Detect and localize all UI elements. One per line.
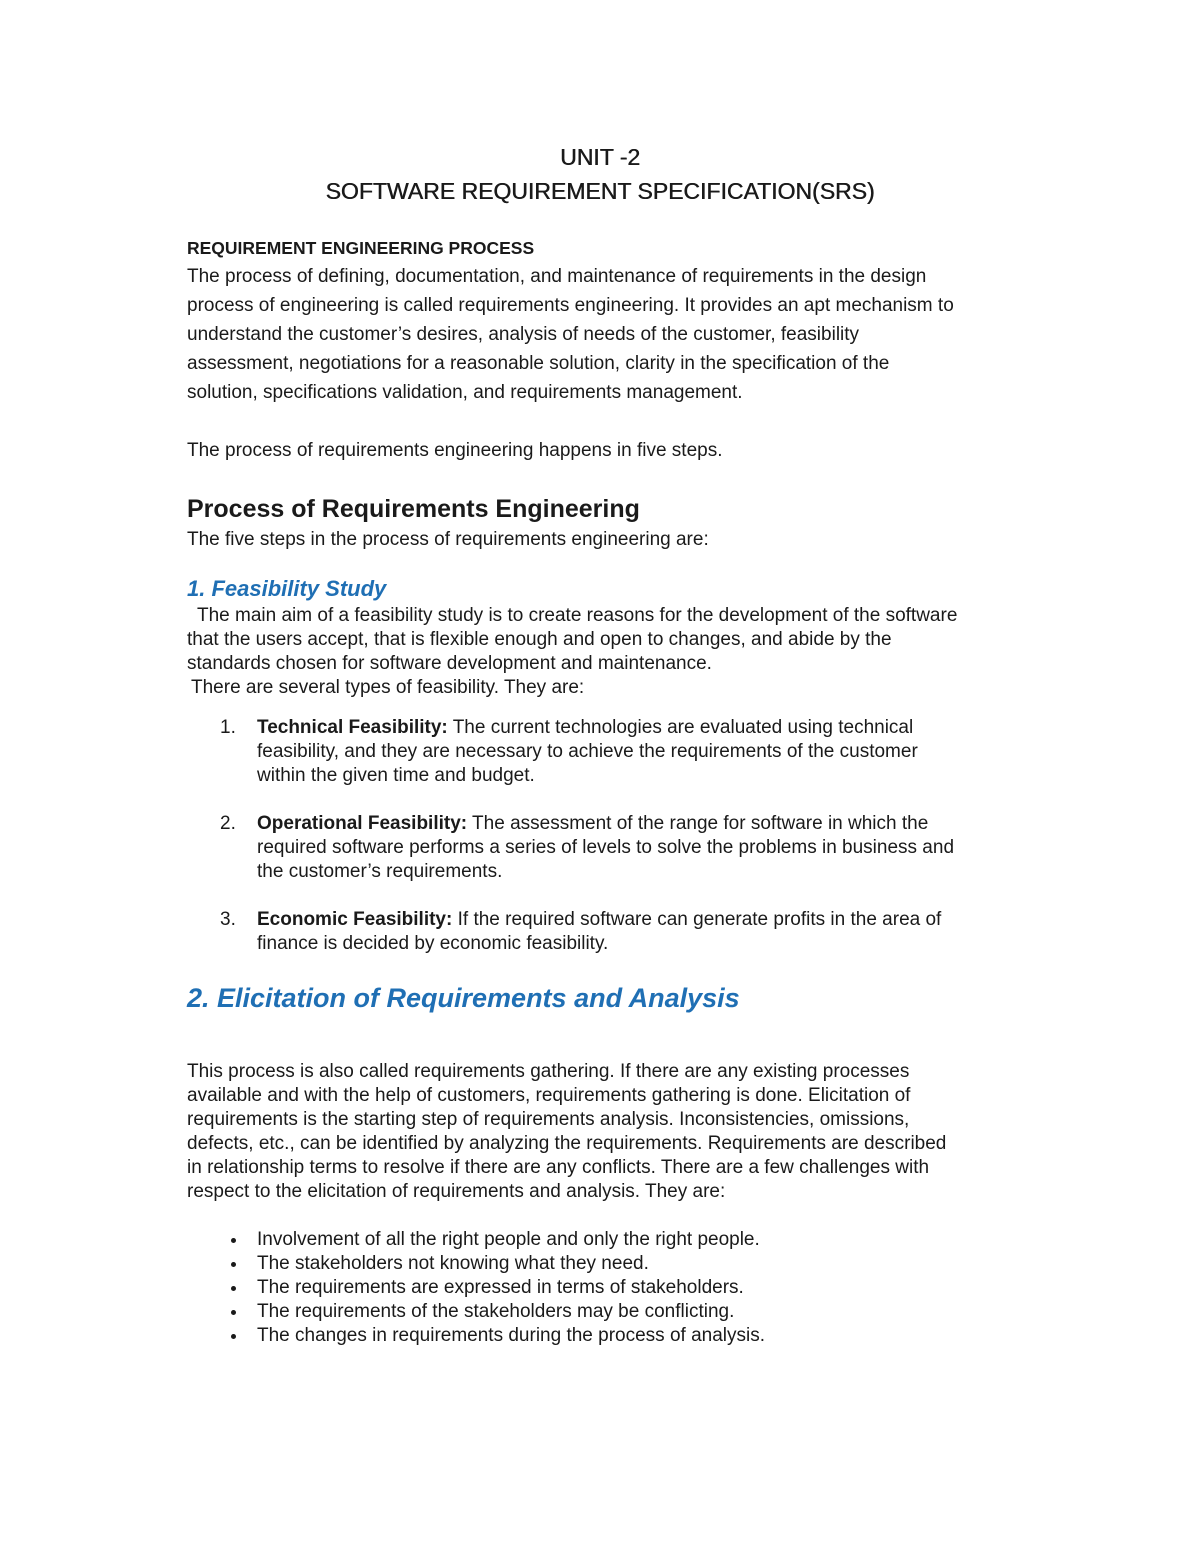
rep-line: The process of defining, documentation, and maintenance of requirements in the design	[187, 266, 927, 287]
list-item	[187, 716, 1067, 788]
rep-line: assessment, negotiations for a reasonable solution, clarity in the specification of the	[187, 353, 890, 374]
list-item	[187, 908, 1067, 956]
feasibility-desc: The current technologies are evaluated using technical	[447, 717, 914, 738]
bullet-icon	[231, 1310, 236, 1315]
elicitation-line: This process is also called requirements gathering. If there are any existing processes	[187, 1061, 910, 1082]
list-item	[187, 1324, 1067, 1348]
feasibility-types-intro: There are several types of feasibility. They are:	[191, 677, 585, 698]
feasibility-desc: feasibility, and they are necessary to achieve the requirements of the customer	[257, 741, 918, 762]
feasibility-line: The main aim of a feasibility study is to create reasons for the development of the software	[197, 605, 958, 626]
feasibility-desc: The assessment of the range for software in which the	[467, 813, 929, 834]
process-intro: The five steps in the process of requirements engineering are:	[187, 529, 709, 550]
feasibility-types-list	[187, 716, 1067, 956]
five-steps-text: The process of requirements engineering happens in five steps.	[187, 440, 723, 461]
list-number: 2.	[220, 813, 236, 834]
elicitation-heading: 2. Elicitation of Requirements and Analysis	[187, 983, 740, 1013]
elicitation-line: available and with the help of customers, requirements gathering is done. Elicitation of	[187, 1085, 911, 1106]
feasibility-desc: finance is decided by economic feasibility.	[257, 933, 609, 954]
elicitation-line: in relationship terms to resolve if there are any conflicts. There are a few challenges with	[187, 1157, 930, 1178]
feasibility-term: Economic Feasibility:	[257, 909, 453, 930]
challenge-text: The changes in requirements during the process of analysis.	[257, 1325, 765, 1346]
rep-line: solution, specifications validation, and requirements management.	[187, 382, 743, 403]
rep-line: understand the customer’s desires, analysis of needs of the customer, feasibility	[187, 324, 860, 345]
feasibility-heading: 1. Feasibility Study	[187, 576, 387, 601]
rep-paragraph	[187, 262, 1067, 407]
process-heading: Process of Requirements Engineering	[187, 495, 640, 523]
list-item	[187, 1300, 1067, 1324]
elicitation-paragraph	[187, 1060, 1067, 1204]
list-item	[187, 1276, 1067, 1300]
document-title	[0, 140, 1200, 208]
bullet-icon	[231, 1334, 236, 1339]
elicitation-line: requirements is the starting step of requirements analysis. Inconsistencies, omissions,	[187, 1109, 910, 1130]
rep-line: process of engineering is called requirements engineering. It provides an apt mechanism to	[187, 295, 954, 316]
list-number: 3.	[220, 909, 236, 930]
feasibility-term: Operational Feasibility:	[257, 813, 468, 834]
elicitation-line: defects, etc., can be identified by analyzing the requirements. Requirements are described	[187, 1133, 947, 1154]
feasibility-term: Technical Feasibility:	[257, 717, 448, 738]
srs-title: SOFTWARE REQUIREMENT SPECIFICATION(SRS)	[325, 178, 875, 204]
bullet-icon	[231, 1286, 236, 1291]
spacer	[187, 1016, 1067, 1060]
list-number: 1.	[220, 717, 236, 738]
unit-title: UNIT -2	[559, 144, 641, 170]
elicitation-line: respect to the elicitation of requirements and analysis. They are:	[187, 1181, 726, 1202]
document-content	[187, 140, 1067, 1348]
bullet-icon	[231, 1238, 236, 1243]
feasibility-desc: within the given time and budget.	[257, 765, 535, 786]
challenge-text: The requirements are expressed in terms of stakeholders.	[257, 1277, 744, 1298]
feasibility-desc: If the required software can generate profits in the area of	[452, 909, 942, 930]
rep-heading: REQUIREMENT ENGINEERING PROCESS	[187, 238, 535, 258]
list-item	[187, 1252, 1067, 1276]
feasibility-desc: required software performs a series of levels to solve the problems in business and	[257, 837, 955, 858]
challenge-text: Involvement of all the right people and only the right people.	[257, 1229, 760, 1250]
feasibility-paragraph	[187, 604, 1067, 700]
list-item	[187, 812, 1067, 884]
challenges-list	[187, 1228, 1067, 1348]
feasibility-line: that the users accept, that is flexible enough and open to changes, and abide by the	[187, 629, 892, 650]
list-item	[187, 1228, 1067, 1252]
bullet-icon	[231, 1262, 236, 1267]
feasibility-line: standards chosen for software development and maintenance.	[187, 653, 712, 674]
feasibility-desc: the customer’s requirements.	[257, 861, 503, 882]
challenge-text: The stakeholders not knowing what they need.	[257, 1253, 649, 1274]
challenge-text: The requirements of the stakeholders may be conflicting.	[257, 1301, 735, 1322]
